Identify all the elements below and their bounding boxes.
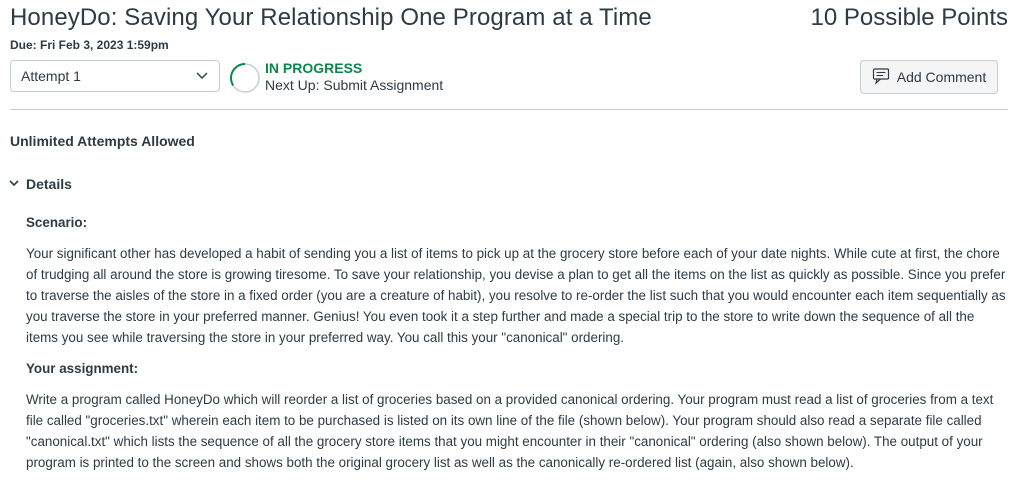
submission-status xyxy=(265,60,443,94)
scenario-heading: Scenario: xyxy=(26,215,88,230)
attempts-note: Unlimited Attempts Allowed xyxy=(10,133,195,149)
due-date: Due: Fri Feb 3, 2023 1:59pm xyxy=(10,38,169,52)
chevron-down-icon xyxy=(8,176,20,192)
attempt-select-label: Attempt 1 xyxy=(21,68,81,84)
status-badge: IN PROGRESS xyxy=(265,60,363,76)
scenario-text: Your significant other has developed a habit of sending you a list of items to pick up at the grocery store before each of your date nights. While cute at first, the chore of trudging all around the store is growing tiresome. To save your relationship, you devise a plan to get all the items on the list as quickly as possible. Since you prefer to traverse the aisles of the store in a fixed order (you are a creature of habit), you resolve to re-order the list such that you would encounter each item sequentially as you traverse the store in your preferred manner. Genius! You even took it a step further and made a special trip to the store to write down the sequence of all the items you see while traversing the store in your preferred way. You call this your "canonical" ordering. xyxy=(26,246,1006,345)
assignment-heading: Your assignment: xyxy=(26,361,139,376)
next-step-text: Next Up: Submit Assignment xyxy=(265,77,444,93)
assignment-description xyxy=(26,212,1008,483)
progress-ring-icon xyxy=(229,62,261,94)
comment-icon xyxy=(872,67,890,88)
chevron-down-icon xyxy=(195,68,209,85)
add-comment-label: Add Comment xyxy=(896,69,987,85)
add-comment-button[interactable] xyxy=(860,60,998,94)
header-divider xyxy=(10,109,1008,110)
details-toggle[interactable] xyxy=(8,176,72,192)
possible-points: 10 Possible Points xyxy=(810,4,1008,31)
assignment-text: Write a program called HoneyDo which will reorder a list of groceries based on a provided canonical ordering. Your program must read a list of groceries from a text file called "groceries.txt" wherein each item to be purchased is listed on its own line of the file (shown below). Your program should also read a separate file called "canonical.txt" which lists the sequence of all the grocery store items that you might encounter in their "canonical" ordering (also shown below). The output of your program is printed to the screen and shows both the original grocery list as well as the canonically re-ordered list (again, also shown below). xyxy=(26,392,994,470)
attempt-select[interactable] xyxy=(10,60,220,92)
details-label: Details xyxy=(26,176,72,192)
page-title: HoneyDo: Saving Your Relationship One Program at a Time xyxy=(10,4,652,31)
